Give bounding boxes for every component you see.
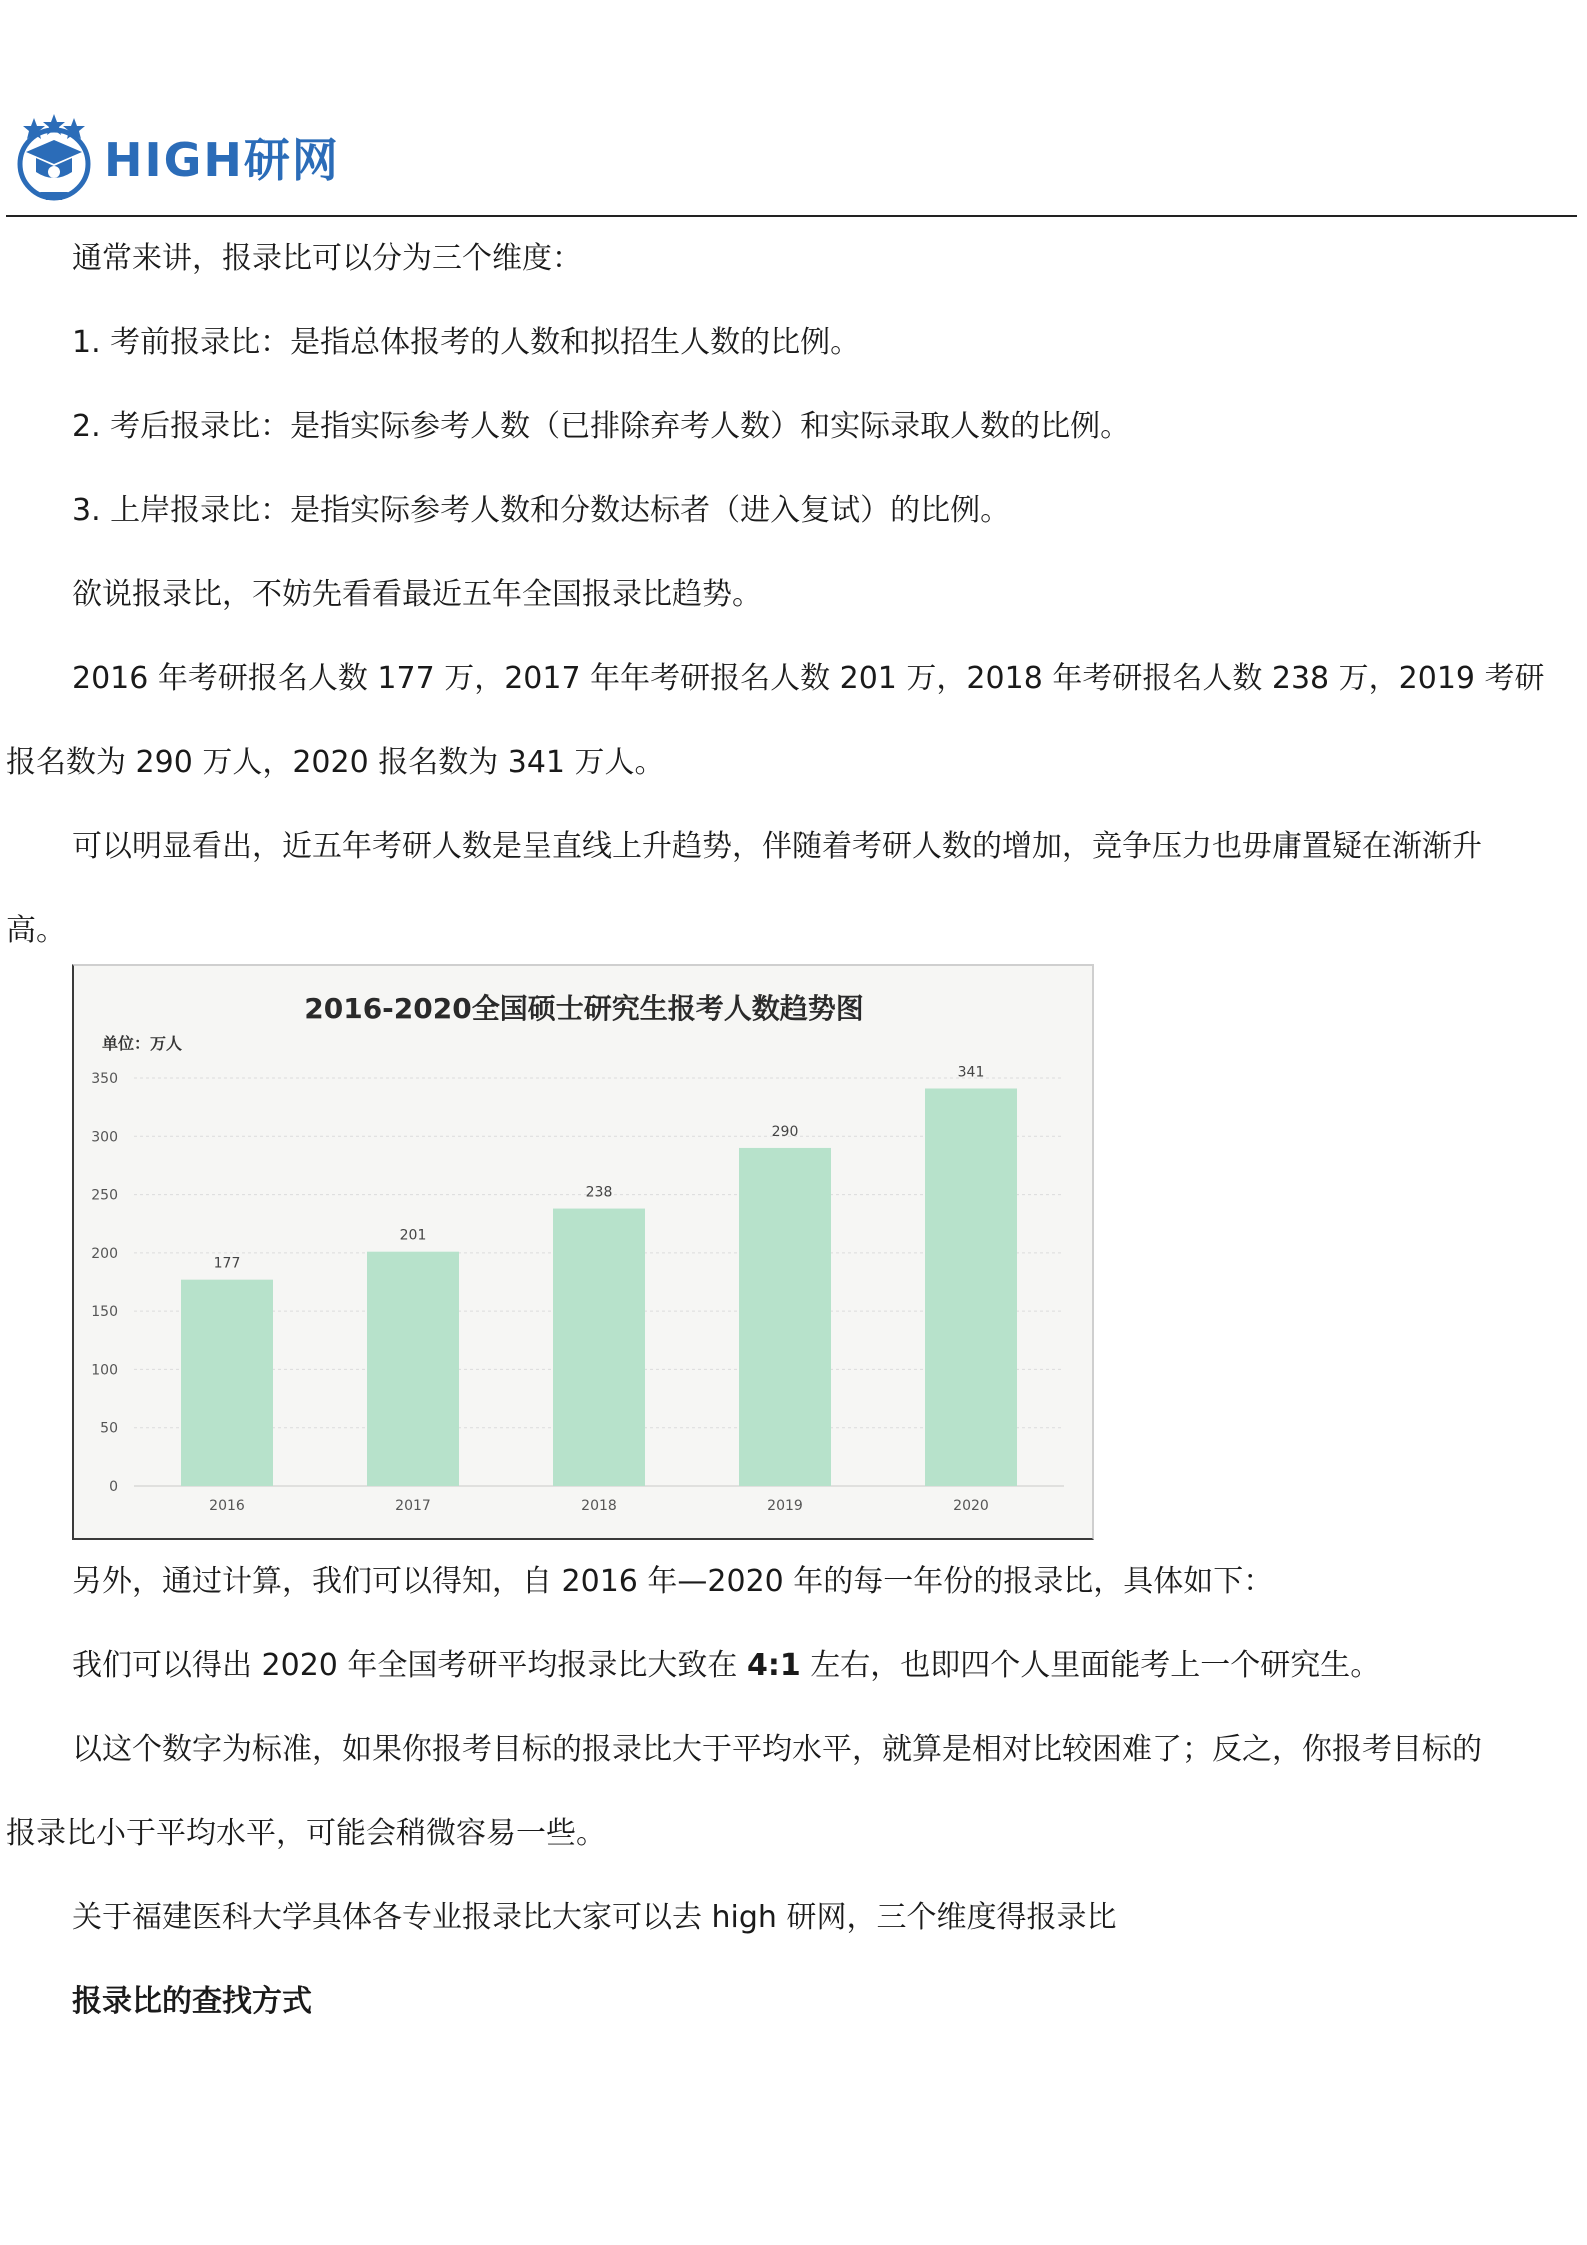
- y-tick-label: 0: [109, 1479, 118, 1495]
- paragraph-intro: 通常来讲，报录比可以分为三个维度：: [72, 241, 582, 276]
- bar-value-label: 341: [957, 1064, 985, 1081]
- site-logo[interactable]: [12, 112, 340, 202]
- paragraph-trend-intro: 欲说报录比，不妨先看看最近五年全国报录比趋势。: [72, 577, 762, 612]
- paragraph-calculation: 另外，通过计算，我们可以得知，自 2016 年—2020 年的每一年份的报录比，具体如下：: [72, 1564, 1274, 1599]
- list-item-3: 3. 上岸报录比：是指实际参考人数和分数达标者（进入复试）的比例。: [72, 493, 1011, 528]
- bar-value-label: 238: [585, 1184, 613, 1201]
- x-tick-label: 2018: [581, 1498, 617, 1514]
- y-tick-label: 350: [91, 1071, 118, 1087]
- x-tick-label: 2016: [209, 1498, 245, 1514]
- logo-text: HIGH研网: [104, 133, 340, 187]
- chart-title: 2016-2020全国硕士研究生报考人数趋势图: [304, 992, 864, 1025]
- chart-canvas: [74, 966, 1092, 1538]
- bar-value-label: 290: [771, 1123, 799, 1140]
- list-item-1: 1. 考前报录比：是指总体报考的人数和拟招生人数的比例。: [72, 325, 861, 360]
- y-tick-label: 300: [91, 1129, 118, 1146]
- y-tick-label: 100: [91, 1362, 118, 1379]
- chart-unit-label: 单位：万人: [102, 1034, 183, 1053]
- ratio-highlight: 4:1: [746, 1648, 801, 1683]
- list-item-2: 2. 考后报录比：是指实际参考人数（已排除弃考人数）和实际录取人数的比例。: [72, 409, 1131, 444]
- x-tick-label: 2019: [767, 1498, 803, 1514]
- bar-2018: [553, 1209, 645, 1486]
- bar-value-label: 201: [399, 1227, 427, 1244]
- paragraph-applicant-counts: 2016 年考研报名人数 177 万，2017 年年考研报名人数 201 万，2018 年考研报名人数 238 万，2019 考研 报名数为 290 万人，2020 报名数为 341 万人。: [6, 661, 1545, 780]
- x-tick-label: 2017: [395, 1498, 431, 1514]
- x-tick-label: 2020: [953, 1498, 989, 1514]
- bar-2017: [367, 1252, 459, 1486]
- bar-2016: [181, 1280, 273, 1486]
- paragraph-average-ratio: 我们可以得出 2020 年全国考研平均报录比大致在 4:1 左右，也即四个人里面能考上一个研究生。: [72, 1648, 1381, 1683]
- y-tick-label: 250: [91, 1187, 118, 1204]
- applicants-trend-chart: [72, 964, 1094, 1540]
- paragraph-comparison: 以这个数字为标准，如果你报考目标的报录比大于平均水平，就算是相对比较困难了；反之，你报考目标的 报录比小于平均水平，可能会稍微容易一些。: [6, 1732, 1482, 1851]
- bar-value-label: 177: [213, 1255, 241, 1272]
- bar-2019: [739, 1148, 831, 1486]
- paragraph-school-link: 关于福建医科大学具体各专业报录比大家可以去 high 研网，三个维度得报录比: [72, 1900, 1117, 1935]
- y-tick-label: 200: [91, 1245, 118, 1262]
- bar-2020: [925, 1088, 1017, 1486]
- graduation-cap-logo-icon: [12, 112, 96, 202]
- section-heading: 报录比的查找方式: [72, 1984, 312, 2019]
- paragraph-trend-conclusion: 可以明显看出，近五年考研人数是呈直线上升趋势，伴随着考研人数的增加，竞争压力也毋庸置疑在渐渐升 高。: [6, 829, 1482, 948]
- y-tick-label: 150: [91, 1304, 118, 1321]
- y-tick-label: 50: [100, 1420, 118, 1437]
